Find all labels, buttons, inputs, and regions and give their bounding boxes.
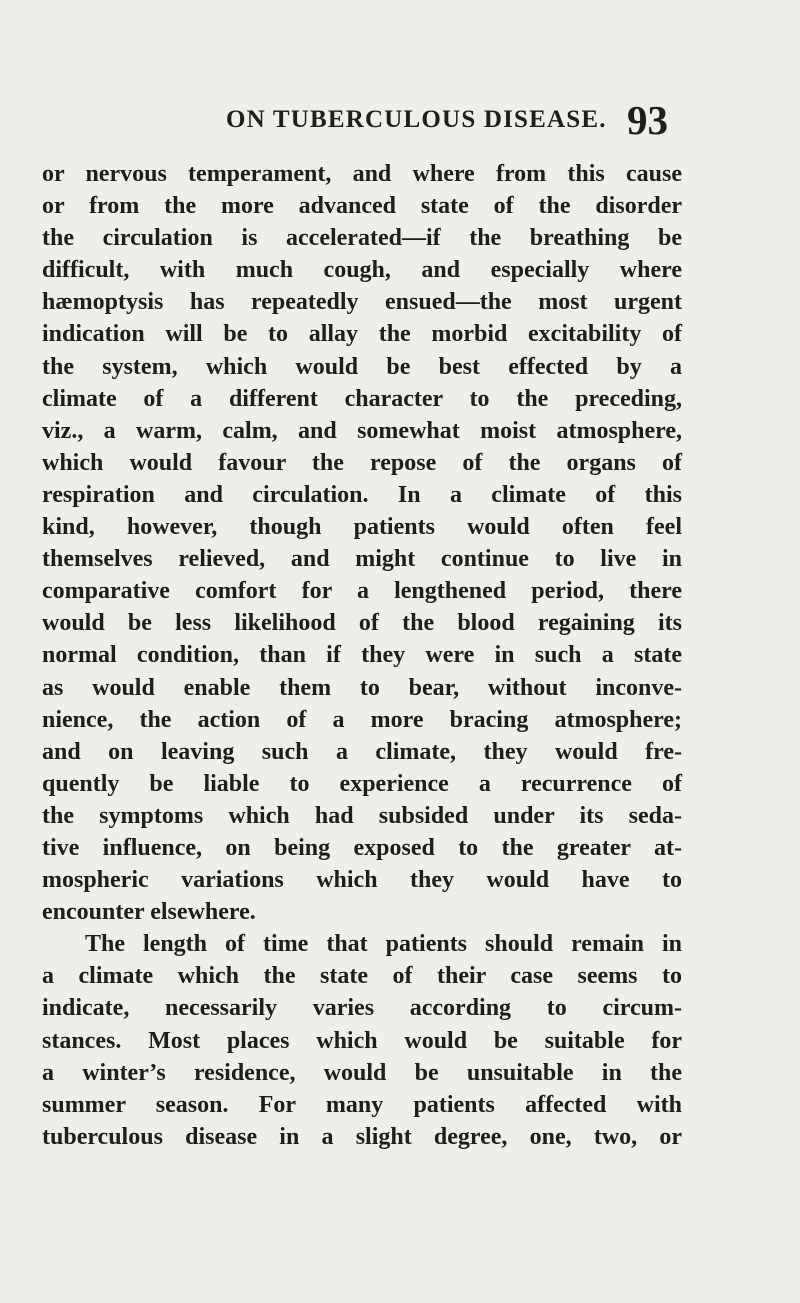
- text-line: as would enable them to bear, without inconve-: [42, 674, 682, 701]
- text-line: stances. Most places which would be suitable for: [42, 1027, 682, 1054]
- text-line: the circulation is accelerated—if the breathing be: [42, 225, 682, 252]
- text-line: which would favour the repose of the organs of: [42, 449, 682, 476]
- text-line: indicate, necessarily varies according to circum-: [42, 995, 682, 1022]
- text-line: normal condition, than if they were in such a state: [42, 642, 682, 669]
- text-line: kind, however, though patients would often feel: [42, 514, 682, 541]
- text-line: hæmoptysis has repeatedly ensued—the most urgent: [42, 289, 682, 316]
- text-line: climate of a different character to the preceding,: [42, 385, 682, 412]
- text-line: respiration and circulation. In a climate of this: [42, 481, 682, 508]
- text-line: difficult, with much cough, and especially where: [42, 257, 682, 284]
- paragraph-end-line: encounter elsewhere.: [42, 899, 256, 926]
- text-line: would be less likelihood of the blood regaining its: [42, 610, 682, 637]
- text-line: the system, which would be best effected by a: [42, 353, 682, 380]
- text-line: viz., a warm, calm, and somewhat moist atmosphere,: [42, 417, 682, 444]
- text-line: or from the more advanced state of the disorder: [42, 193, 682, 220]
- text-line: quently be liable to experience a recurrence of: [42, 770, 682, 797]
- text-line: or nervous temperament, and where from this cause: [42, 161, 682, 187]
- text-line: tive influence, on being exposed to the greater at-: [42, 834, 682, 861]
- text-line: summer season. For many patients affected with: [42, 1091, 682, 1118]
- running-head: [0, 96, 800, 146]
- paragraph-start-line: The length of time that patients should remain in: [85, 931, 682, 958]
- text-line: indication will be to allay the morbid excitability of: [42, 321, 682, 348]
- text-line: a climate which the state of their case seems to: [42, 963, 682, 990]
- text-line: nience, the action of a more bracing atmosphere;: [42, 706, 682, 733]
- text-line: themselves relieved, and might continue to live in: [42, 546, 682, 573]
- text-line: tuberculous disease in a slight degree, one, two, or: [42, 1123, 682, 1150]
- body-text: [42, 158, 682, 1153]
- text-line: the symptoms which had subsided under its seda-: [42, 802, 682, 829]
- text-line: comparative comfort for a lengthened period, there: [42, 578, 682, 605]
- text-line: a winter’s residence, would be unsuitable in the: [42, 1059, 682, 1086]
- running-title: ON TUBERCULOUS DISEASE.: [226, 106, 607, 133]
- text-line: mospheric variations which they would have to: [42, 867, 682, 894]
- page-number: 93: [627, 97, 668, 143]
- text-line: and on leaving such a climate, they would fre-: [42, 738, 682, 765]
